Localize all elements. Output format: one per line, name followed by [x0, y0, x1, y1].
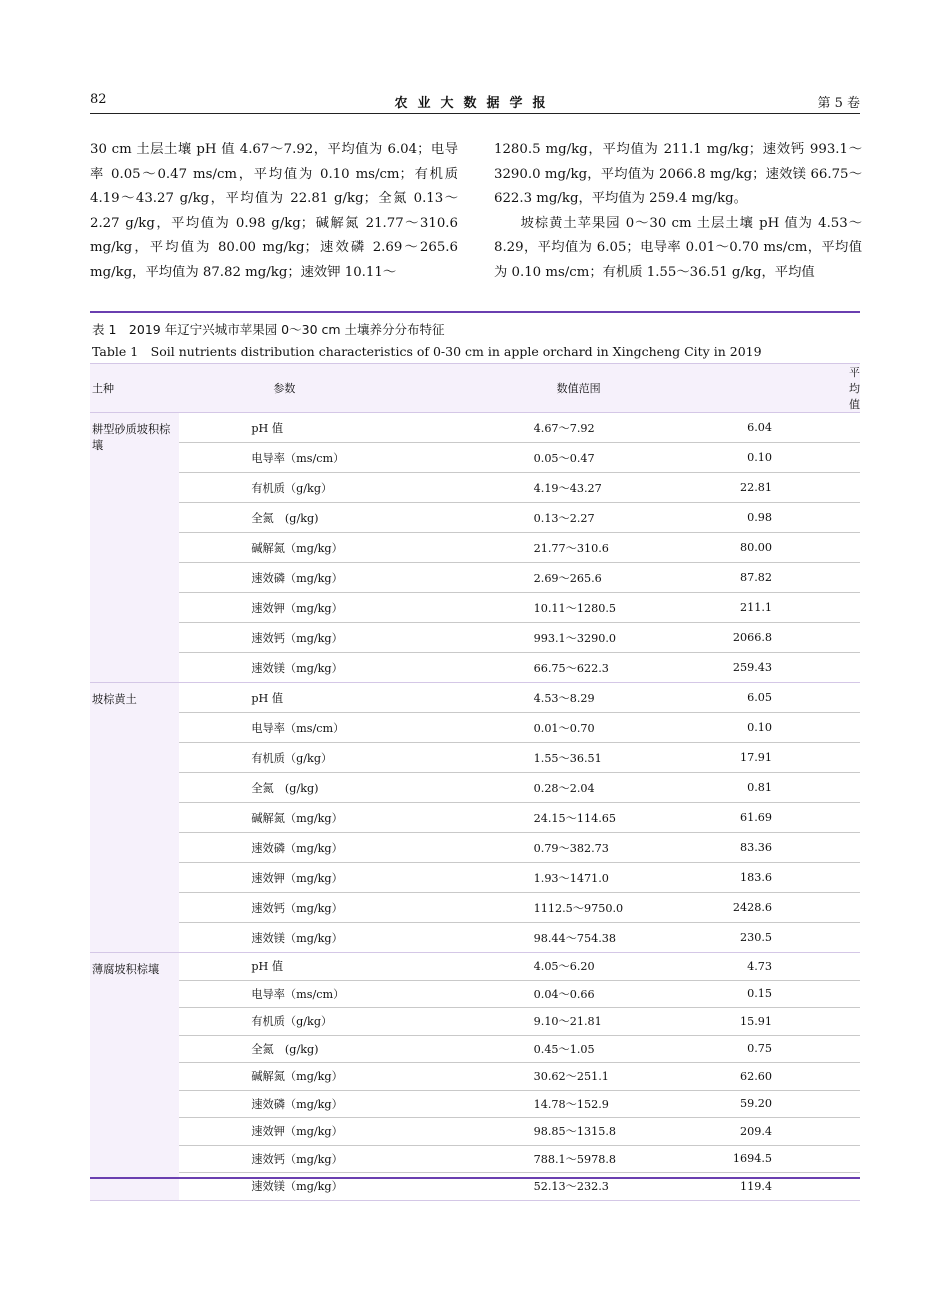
- range-cell: 24.15～114.65: [461, 803, 707, 833]
- range-cell: 21.77～310.6: [461, 533, 707, 563]
- table-row: [90, 473, 860, 503]
- journal-title: 农业大数据学报: [394, 96, 556, 111]
- parameter-cell: 有机质（g/kg）: [179, 473, 460, 503]
- range-cell: 2.69～265.6: [461, 563, 707, 593]
- parameter-cell: 速效镁（mg/kg）: [179, 923, 460, 953]
- average-cell: 22.81: [707, 473, 860, 503]
- average-cell: 62.60: [707, 1063, 860, 1091]
- table-row: [90, 833, 860, 863]
- parameter-cell: 有机质（g/kg）: [179, 1008, 460, 1036]
- parameter-cell: 电导率（ms/cm）: [179, 443, 460, 473]
- table-row: [90, 803, 860, 833]
- average-cell: 119.4: [707, 1173, 860, 1201]
- soil-nutrient-table: [90, 363, 860, 1201]
- average-cell: 0.10: [707, 713, 860, 743]
- parameter-cell: 电导率（ms/cm）: [179, 980, 460, 1008]
- average-cell: 17.91: [707, 743, 860, 773]
- table-row: [90, 653, 860, 683]
- average-cell: 0.98: [707, 503, 860, 533]
- right-column-paragraph-2: 坡棕黄土苹果园 0～30 cm 土层土壤 pH 值为 4.53～8.29，平均值为 6.05；电导率 0.01～0.70 ms/cm，平均值为 0.10 ms/cm；有机质 1.55～36.51 g/kg，平均值: [494, 215, 862, 280]
- table-row: [90, 1145, 860, 1173]
- left-column-text: 30 cm 土层土壤 pH 值 4.67～7.92，平均值为 6.04；电导率 0.05～0.47 ms/cm，平均值为 0.10 ms/cm；有机质 4.19～43.27 g/kg，平均值为 22.81 g/kg；全氮 0.13～2.27 g/kg，平均值为 0.98 g/kg；碱解氮 21.77～310.6 mg/kg，平均值为 80.00 mg/kg；速效磷 2.69～265.6 mg/kg，平均值为 87.82 mg/kg；速效钾 10.11～: [90, 142, 458, 280]
- range-cell: 9.10～21.81: [461, 1008, 707, 1036]
- table-row: [90, 980, 860, 1008]
- parameter-cell: 速效钙（mg/kg）: [179, 623, 460, 653]
- average-cell: 259.43: [707, 653, 860, 683]
- average-cell: 4.73: [707, 953, 860, 981]
- range-cell: 14.78～152.9: [461, 1090, 707, 1118]
- range-cell: 788.1～5978.8: [461, 1145, 707, 1173]
- range-cell: 66.75～622.3: [461, 653, 707, 683]
- left-column: [90, 138, 458, 286]
- table-row: [90, 683, 860, 713]
- right-column-paragraph-1: 1280.5 mg/kg，平均值为 211.1 mg/kg；速效钙 993.1～3290.0 mg/kg，平均值为 2066.8 mg/kg；速效镁 66.75～622.3 mg/kg，平均值为 259.4 mg/kg。: [494, 142, 862, 207]
- volume-label: 第 5 卷: [817, 96, 860, 111]
- table-caption-en: Table 1 Soil nutrients distribution characteristics of 0-30 cm in apple orchard in Xingcheng City in 2019: [92, 344, 762, 359]
- table-row: [90, 413, 860, 443]
- header-rule: [90, 113, 860, 114]
- parameter-cell: 电导率（ms/cm）: [179, 713, 460, 743]
- table-row: [90, 503, 860, 533]
- parameter-cell: 速效钙（mg/kg）: [179, 1145, 460, 1173]
- range-cell: 4.67～7.92: [461, 413, 707, 443]
- range-cell: 0.01～0.70: [461, 713, 707, 743]
- range-cell: 52.13～232.3: [461, 1173, 707, 1201]
- range-cell: 0.28～2.04: [461, 773, 707, 803]
- parameter-cell: 全氮 (g/kg): [179, 773, 460, 803]
- range-cell: 0.45～1.05: [461, 1035, 707, 1063]
- table-row: [90, 443, 860, 473]
- range-cell: 4.53～8.29: [461, 683, 707, 713]
- table-row: [90, 1118, 860, 1146]
- range-cell: 0.04～0.66: [461, 980, 707, 1008]
- average-cell: 230.5: [707, 923, 860, 953]
- range-cell: 993.1～3290.0: [461, 623, 707, 653]
- range-cell: 1112.5～9750.0: [461, 893, 707, 923]
- range-cell: 4.05～6.20: [461, 953, 707, 981]
- table-row: [90, 1008, 860, 1036]
- range-cell: 98.44～754.38: [461, 923, 707, 953]
- range-cell: 0.79～382.73: [461, 833, 707, 863]
- parameter-cell: 全氮 (g/kg): [179, 1035, 460, 1063]
- range-cell: 1.93～1471.0: [461, 863, 707, 893]
- parameter-cell: 速效钾（mg/kg）: [179, 1118, 460, 1146]
- table-top-rule: [90, 311, 860, 313]
- parameter-cell: 速效镁（mg/kg）: [179, 1173, 460, 1201]
- table-row: [90, 953, 860, 981]
- parameter-cell: 碱解氮（mg/kg）: [179, 803, 460, 833]
- table-row: [90, 533, 860, 563]
- average-cell: 80.00: [707, 533, 860, 563]
- table-row: [90, 1063, 860, 1091]
- average-cell: 0.81: [707, 773, 860, 803]
- page-header: [90, 92, 860, 112]
- average-cell: 2066.8: [707, 623, 860, 653]
- average-cell: 183.6: [707, 863, 860, 893]
- header-soil-type: 土种: [90, 364, 179, 413]
- average-cell: 0.75: [707, 1035, 860, 1063]
- header-average: 平均值: [707, 364, 860, 413]
- table-row: [90, 863, 860, 893]
- table-row: [90, 1090, 860, 1118]
- table-row: [90, 923, 860, 953]
- parameter-cell: 速效磷（mg/kg）: [179, 833, 460, 863]
- average-cell: 59.20: [707, 1090, 860, 1118]
- header-value-range: 数值范围: [461, 364, 707, 413]
- range-cell: 10.11～1280.5: [461, 593, 707, 623]
- parameter-cell: 速效钾（mg/kg）: [179, 593, 460, 623]
- parameter-cell: 速效钾（mg/kg）: [179, 863, 460, 893]
- table-row: [90, 1035, 860, 1063]
- average-cell: 6.05: [707, 683, 860, 713]
- parameter-cell: 速效磷（mg/kg）: [179, 563, 460, 593]
- right-column: [494, 138, 862, 286]
- average-cell: 211.1: [707, 593, 860, 623]
- range-cell: 1.55～36.51: [461, 743, 707, 773]
- header-parameter: 参数: [179, 364, 460, 413]
- average-cell: 0.15: [707, 980, 860, 1008]
- soil-type-cell: 薄腐坡积棕壤: [90, 953, 179, 1201]
- table-header-row: [90, 364, 860, 413]
- range-cell: 4.19～43.27: [461, 473, 707, 503]
- average-cell: 2428.6: [707, 893, 860, 923]
- table-row: [90, 773, 860, 803]
- table-row: [90, 563, 860, 593]
- table-row: [90, 623, 860, 653]
- soil-type-cell: 坡棕黄土: [90, 683, 179, 953]
- parameter-cell: pH 值: [179, 413, 460, 443]
- soil-type-cell: 耕型砂质坡积棕壤: [90, 413, 179, 683]
- parameter-cell: 碱解氮（mg/kg）: [179, 533, 460, 563]
- parameter-cell: 速效镁（mg/kg）: [179, 653, 460, 683]
- average-cell: 15.91: [707, 1008, 860, 1036]
- parameter-cell: 速效磷（mg/kg）: [179, 1090, 460, 1118]
- table-body: [90, 413, 860, 1201]
- average-cell: 83.36: [707, 833, 860, 863]
- average-cell: 1694.5: [707, 1145, 860, 1173]
- average-cell: 0.10: [707, 443, 860, 473]
- table-row: [90, 893, 860, 923]
- parameter-cell: pH 值: [179, 953, 460, 981]
- table-row: [90, 743, 860, 773]
- range-cell: 30.62～251.1: [461, 1063, 707, 1091]
- table-row: [90, 713, 860, 743]
- average-cell: 209.4: [707, 1118, 860, 1146]
- average-cell: 61.69: [707, 803, 860, 833]
- parameter-cell: 速效钙（mg/kg）: [179, 893, 460, 923]
- range-cell: 0.13～2.27: [461, 503, 707, 533]
- parameter-cell: pH 值: [179, 683, 460, 713]
- parameter-cell: 全氮 (g/kg): [179, 503, 460, 533]
- table-caption-zh: 表 1 2019 年辽宁兴城市苹果园 0～30 cm 土壤养分分布特征: [92, 322, 445, 337]
- average-cell: 87.82: [707, 563, 860, 593]
- average-cell: 6.04: [707, 413, 860, 443]
- page-number: 82: [90, 92, 107, 107]
- table-row: [90, 593, 860, 623]
- range-cell: 0.05～0.47: [461, 443, 707, 473]
- range-cell: 98.85～1315.8: [461, 1118, 707, 1146]
- parameter-cell: 有机质（g/kg）: [179, 743, 460, 773]
- parameter-cell: 碱解氮（mg/kg）: [179, 1063, 460, 1091]
- table-bottom-rule: [90, 1177, 860, 1179]
